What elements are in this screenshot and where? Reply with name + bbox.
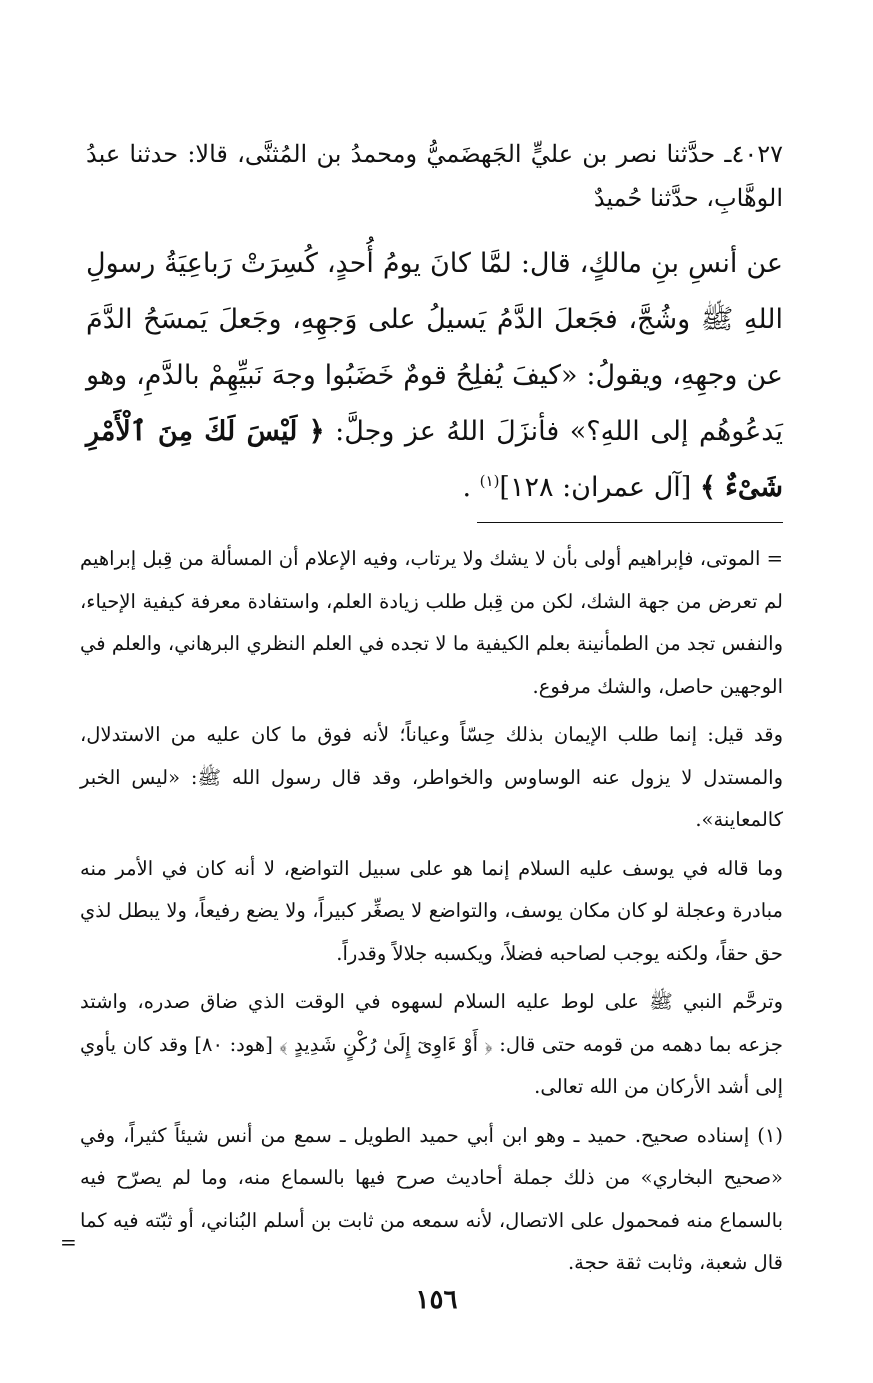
footnote-paragraph: (١) إسناده صحيح. حميد ـ وهو ابن أبي حميد الطويل ـ سمع من أنس شيئاً كثيراً، وفي «صحيح البخاري» من ذلك جملة أحاديث صرح فيها بالسماع منه، وما لم يصرّح فيه بالسماع منه فمحمول على الاتصال، لأنه سمعه من ثابت بن أسلم البُناني، أو ثبّته فيه كما قال شعبة، وثابت ثقة حجة. bbox=[80, 1123, 783, 1274]
hadith-isnad bbox=[86, 132, 783, 220]
hadith-end-mark: . bbox=[462, 472, 472, 503]
footnote-paragraph: = الموتى، فإبراهيم أولى بأن لا يشك ولا يرتاب، وفيه الإعلام أن المسألة من قِبل إبراهيم لم تعرض من جهة الشك، لكن من قِبل طلب زيادة العلم، واستفادة معرفة كيفية الإحياء، والنفس تجد من الطمأنينة بعلم الكيفية ما لا تجده في العلم النظري البرهاني، والعلم في الوجهين حاصل، والشك مرفوع. bbox=[80, 547, 783, 698]
hadith-matn-text: عن أنسِ بنِ مالكٍ، قال: لمَّا كانَ يومُ أُحدٍ، كُسِرَتْ رَباعِيَةُ رسولِ اللهِ ﷺ وشُجَّ، فجَعلَ الدَّمُ يَسيلُ على وَجهِهِ، وجَعلَ يَمسَحُ الدَّمَ عن وجهِهِ، ويقولُ: «كيفَ يُفلِحُ قومٌ خَضَبُوا وجهَ نَبيِّهِمْ بالدَّمِ، وهو يَدعُوهُم إلى اللهِ؟» فأنزَلَ اللهُ عز وجلَّ: bbox=[86, 248, 783, 447]
hadith-matn bbox=[86, 236, 783, 516]
footnote-paragraph: وقد قيل: إنما طلب الإيمان بذلك حِسّاً وعياناً؛ لأنه فوق ما كان عليه من الاستدلال، والمستدل لا يزول عنه الوساوس والخواطر، وقد قال رسول الله ﷺ: «ليس الخبر كالمعاينة». bbox=[80, 723, 783, 831]
footnote-paragraph: وترحَّم النبي ﷺ على لوط عليه السلام لسهوه في الوقت الذي ضاق صدره، واشتد جزعه بما دهمه من قومه حتى قال: ﴿ أَوْ ءَاوِىٓ إِلَىٰ رُكْنٍ شَدِيدٍ ﴾ [هود: ٨٠] وقد كان يأوي إلى أشد الأركان من الله تعالى. bbox=[80, 990, 783, 1098]
footnotes bbox=[80, 538, 783, 1285]
quran-verse: ﴿ لَيْسَ لَكَ مِنَ ٱلْأَمْرِ شَىْءٌ ﴾ bbox=[86, 416, 783, 503]
page-number: ١٥٦ bbox=[415, 1285, 458, 1315]
footnote-reference: (١) bbox=[479, 472, 500, 490]
footnote-continuation-mark: = bbox=[60, 1230, 77, 1254]
footnote-paragraph: وما قاله في يوسف عليه السلام إنما هو على سبيل التواضع، لا أنه كان في الأمر منه مبادرة وعجلة لو كان مكان يوسف، والتواضع لا يصغِّر كبيراً، ولا يضع رفيعاً، ولا يبطل لذي حق حقاً، ولكنه يوجب لصاحبه فضلاً، ويكسبه جلالاً وقدراً. bbox=[80, 856, 783, 965]
hadith-chain-text: ـ حدَّثنا نصر بن عليٍّ الجَهضَميُّ ومحمدُ بن المُثنَّى، قالا: حدثنا عبدُ الوهَّابِ، حدَّثنا حُميدٌ bbox=[86, 140, 783, 212]
quran-citation: [آل عمران: ١٢٨] bbox=[499, 472, 692, 503]
footnote-divider bbox=[477, 522, 783, 523]
hadith-number: ٤٠٢٧ bbox=[731, 140, 783, 168]
